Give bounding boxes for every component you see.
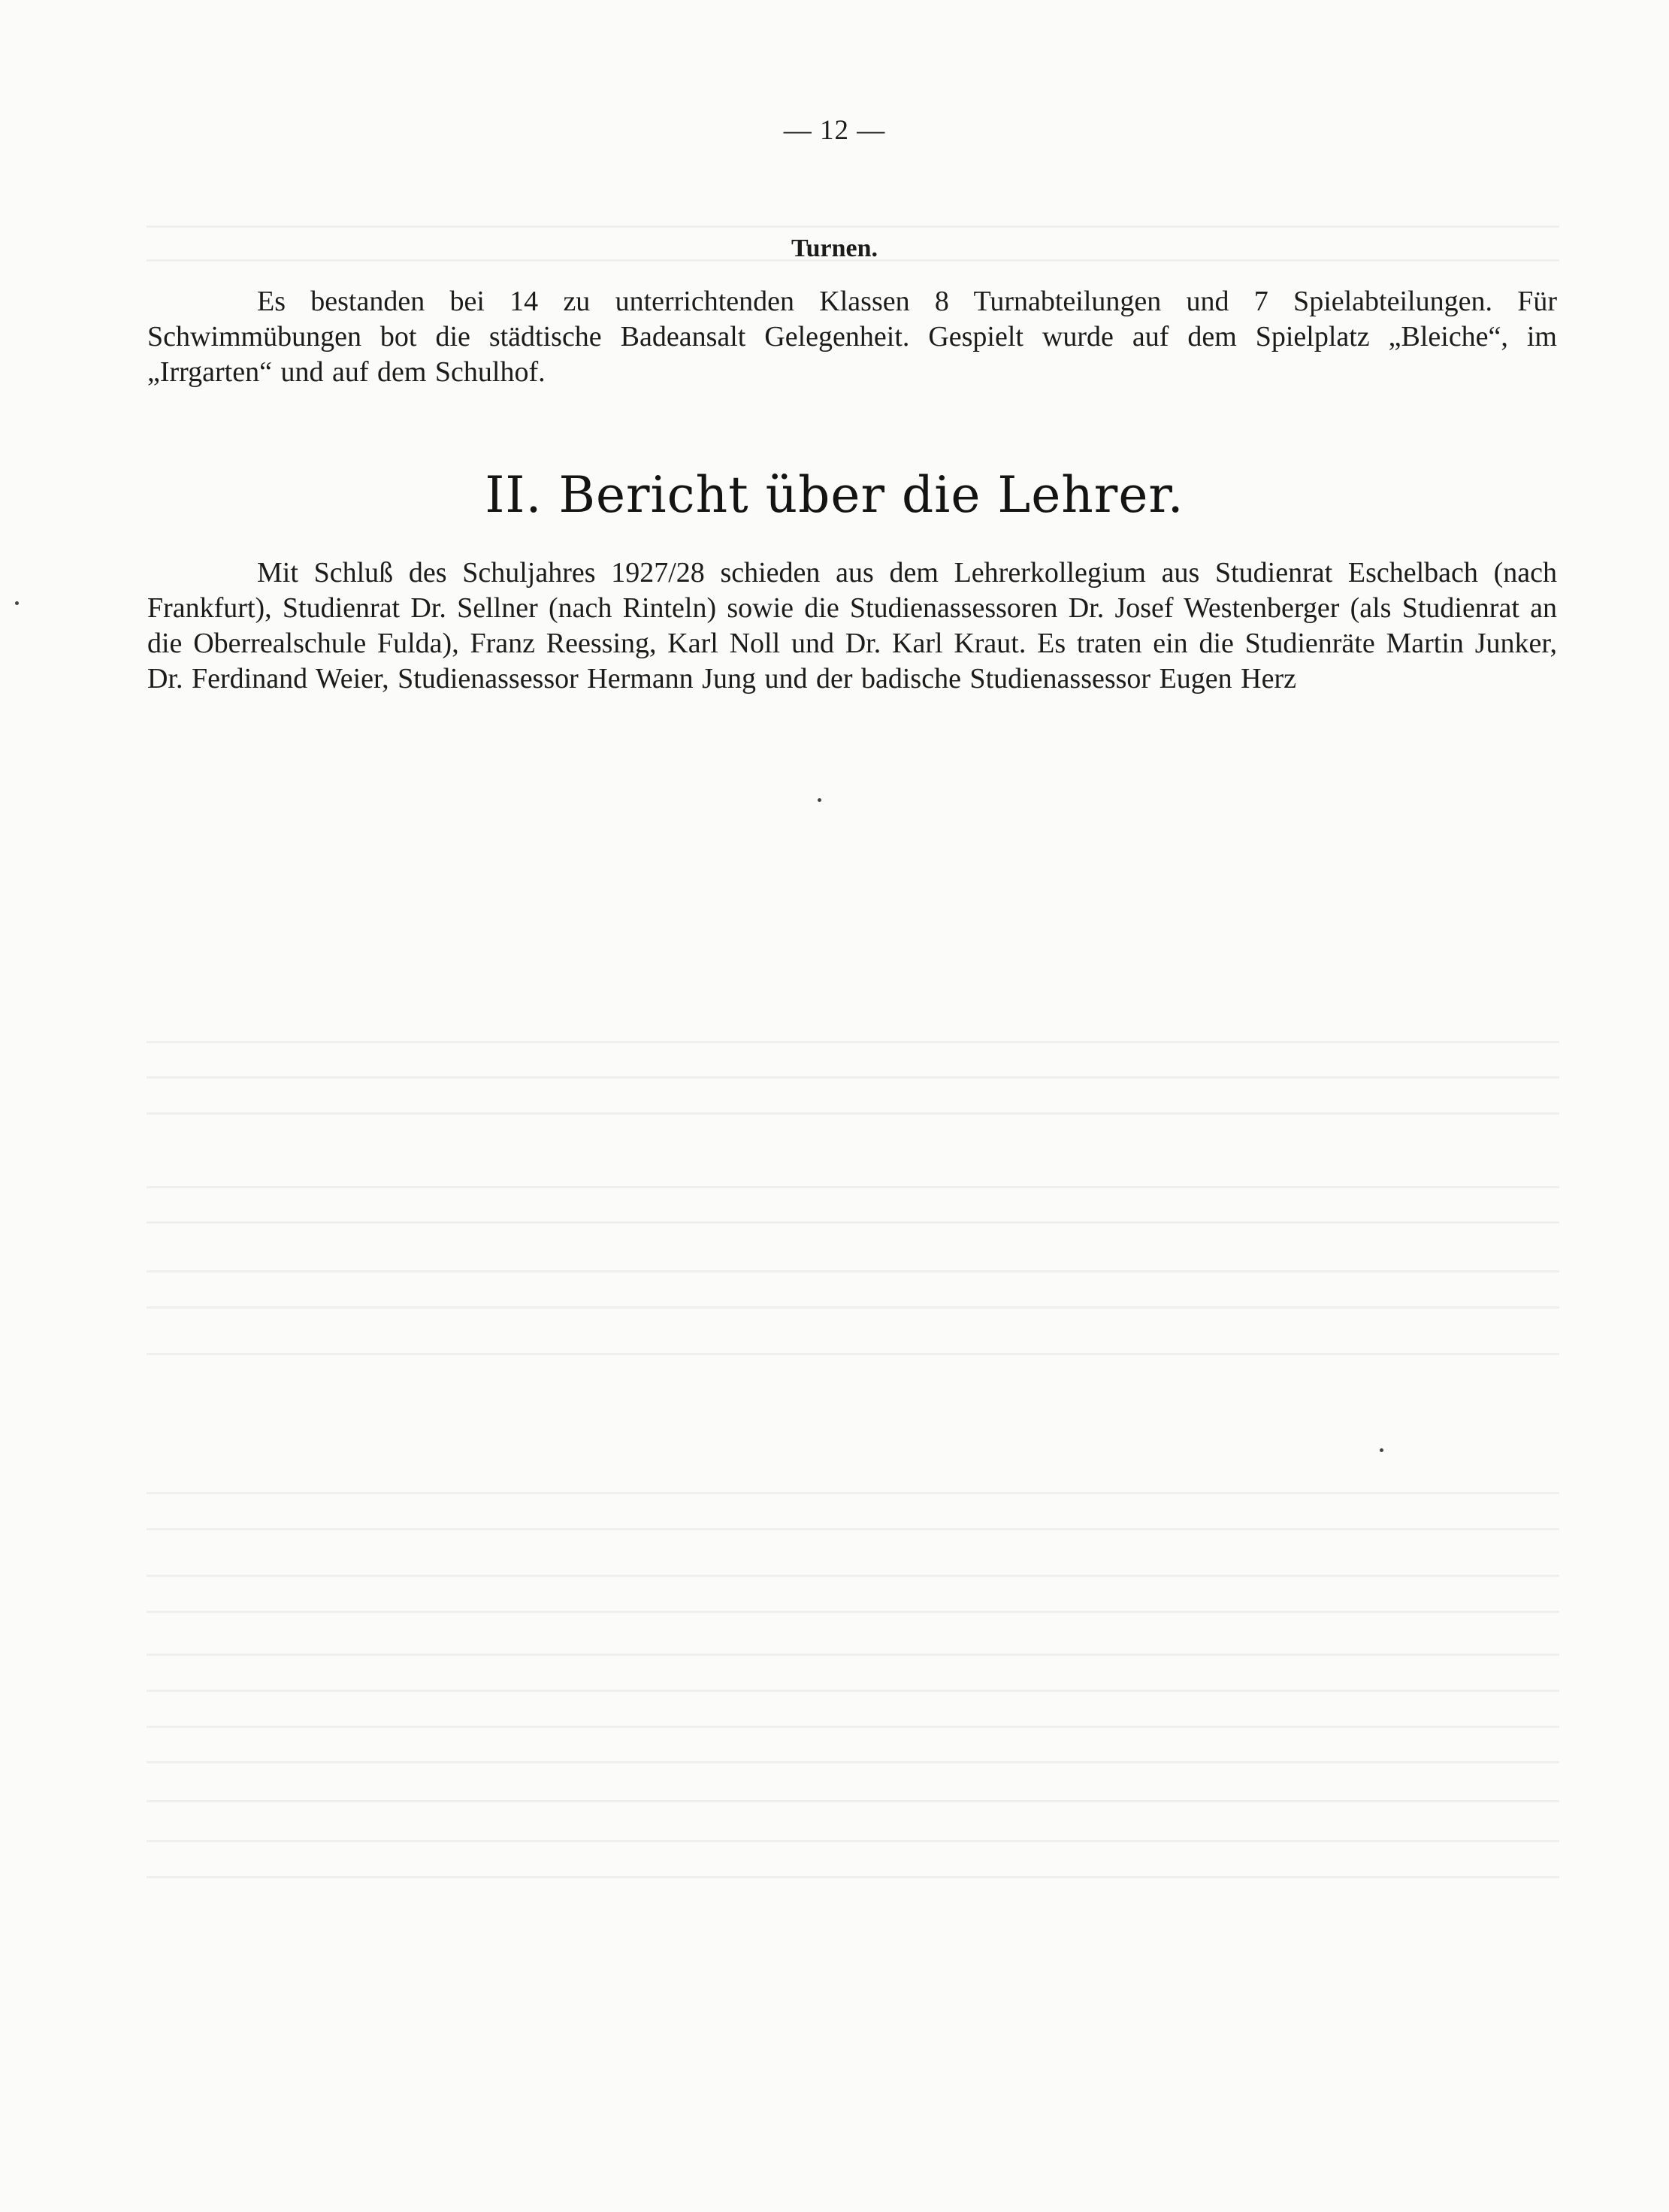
bleed-through-line [147,1112,1559,1115]
bleed-through-line [147,1221,1559,1224]
bleed-through-line [147,1492,1559,1494]
bleed-through-line [147,1041,1559,1043]
print-speck [818,798,821,802]
print-speck [15,601,19,605]
bleed-through-line [147,1611,1559,1613]
bleed-through-line [147,225,1559,228]
bleed-through-line [147,1270,1559,1272]
print-speck [1380,1448,1383,1452]
bleed-through-line [147,1876,1559,1878]
bleed-through-line [147,1654,1559,1656]
bleed-through-line [147,1186,1559,1188]
chapter-heading-lehrer: II. Bericht über die Lehrer. [485,466,1184,524]
paragraph-turnen: Es bestanden bei 14 zu unterrichtenden Klassen 8 Turnabteilungen und 7 Spielabteilungen. Für Schwimmübungen bot die städtische Badeansalt Gelegenheit. Gespielt wurde auf dem Spielplatz „Bleiche“, im „Irrgarten“ und auf dem Schulhof. [147,286,1557,388]
paragraph-lehrer: Mit Schluß des Schuljahres 1927/28 schieden aus dem Lehrerkollegium aus Studienrat Eschelbach (nach Frankfurt), Studienrat Dr. Sellner (nach Rinteln) sowie die Studienassessoren Dr. Josef Westenberger (als Studienrat an die Oberrealschule Fulda), Franz Reessing, Karl Noll und Dr. Karl Kraut. Es traten ein die Studienräte Martin Junker, Dr. Ferdinand Weier, Studienassessor Hermann Jung und der badische Studienassessor Eugen Herz [147,557,1557,694]
bleed-through-line [147,1306,1559,1309]
bleed-through-line [147,1690,1559,1692]
bleed-through-line [147,1726,1559,1728]
bleed-through-line [147,1761,1559,1763]
bleed-through-line [147,1800,1559,1802]
bleed-through-line [147,1840,1559,1842]
bleed-through-line [147,1575,1559,1577]
bleed-through-line [147,1353,1559,1355]
bleed-through-line [147,1076,1559,1079]
page-number: — 12 — [783,115,886,146]
bleed-through-line [147,1528,1559,1530]
section-heading-turnen: Turnen. [791,235,878,262]
